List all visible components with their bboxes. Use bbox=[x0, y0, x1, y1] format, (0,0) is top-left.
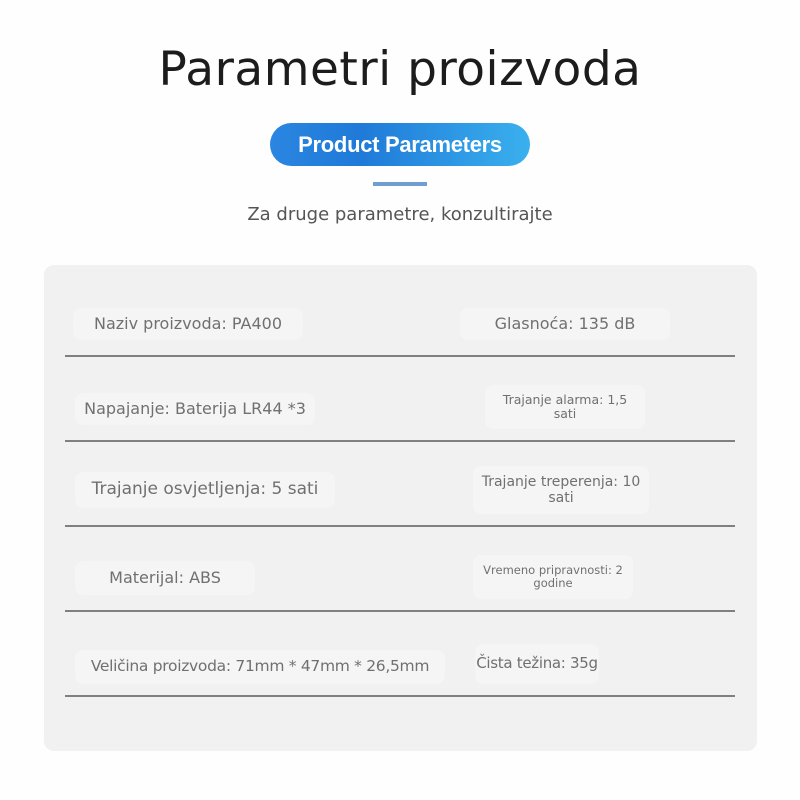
parameter-net-weight: Čista težina: 35g bbox=[475, 644, 599, 684]
parameter-standby-time: Vremeno pripravnosti: 2 godine bbox=[473, 555, 633, 599]
parameter-volume: Glasnoća: 135 dB bbox=[460, 308, 670, 340]
badge-label: Product Parameters bbox=[298, 131, 502, 157]
subtitle: Za druge parametre, konzultirajte bbox=[247, 204, 553, 225]
parameter-product-name: Naziv proizvoda: PA400 bbox=[73, 308, 303, 340]
parameter-row bbox=[65, 357, 735, 442]
parameter-lighting-duration: Trajanje osvjetljenja: 5 sati bbox=[75, 472, 335, 508]
parameter-flashing-duration: Trajanje treperenja: 10 sati bbox=[473, 466, 649, 514]
parameter-row bbox=[65, 612, 735, 697]
parameter-power-supply: Napajanje: Baterija LR44 *3 bbox=[75, 393, 315, 425]
row-divider bbox=[65, 695, 735, 697]
parameter-row bbox=[65, 527, 735, 612]
parameter-row bbox=[65, 272, 735, 357]
parameter-material: Materijal: ABS bbox=[75, 561, 255, 595]
page-title: Parametri proizvoda bbox=[158, 42, 642, 97]
parameters-card bbox=[44, 265, 757, 751]
accent-divider bbox=[373, 182, 427, 186]
parameter-row bbox=[65, 442, 735, 527]
parameter-product-size: Veličina proizvoda: 71mm * 47mm * 26,5mm bbox=[75, 650, 445, 684]
product-parameters-badge bbox=[270, 123, 530, 166]
parameter-alarm-duration: Trajanje alarma: 1,5 sati bbox=[485, 385, 645, 429]
